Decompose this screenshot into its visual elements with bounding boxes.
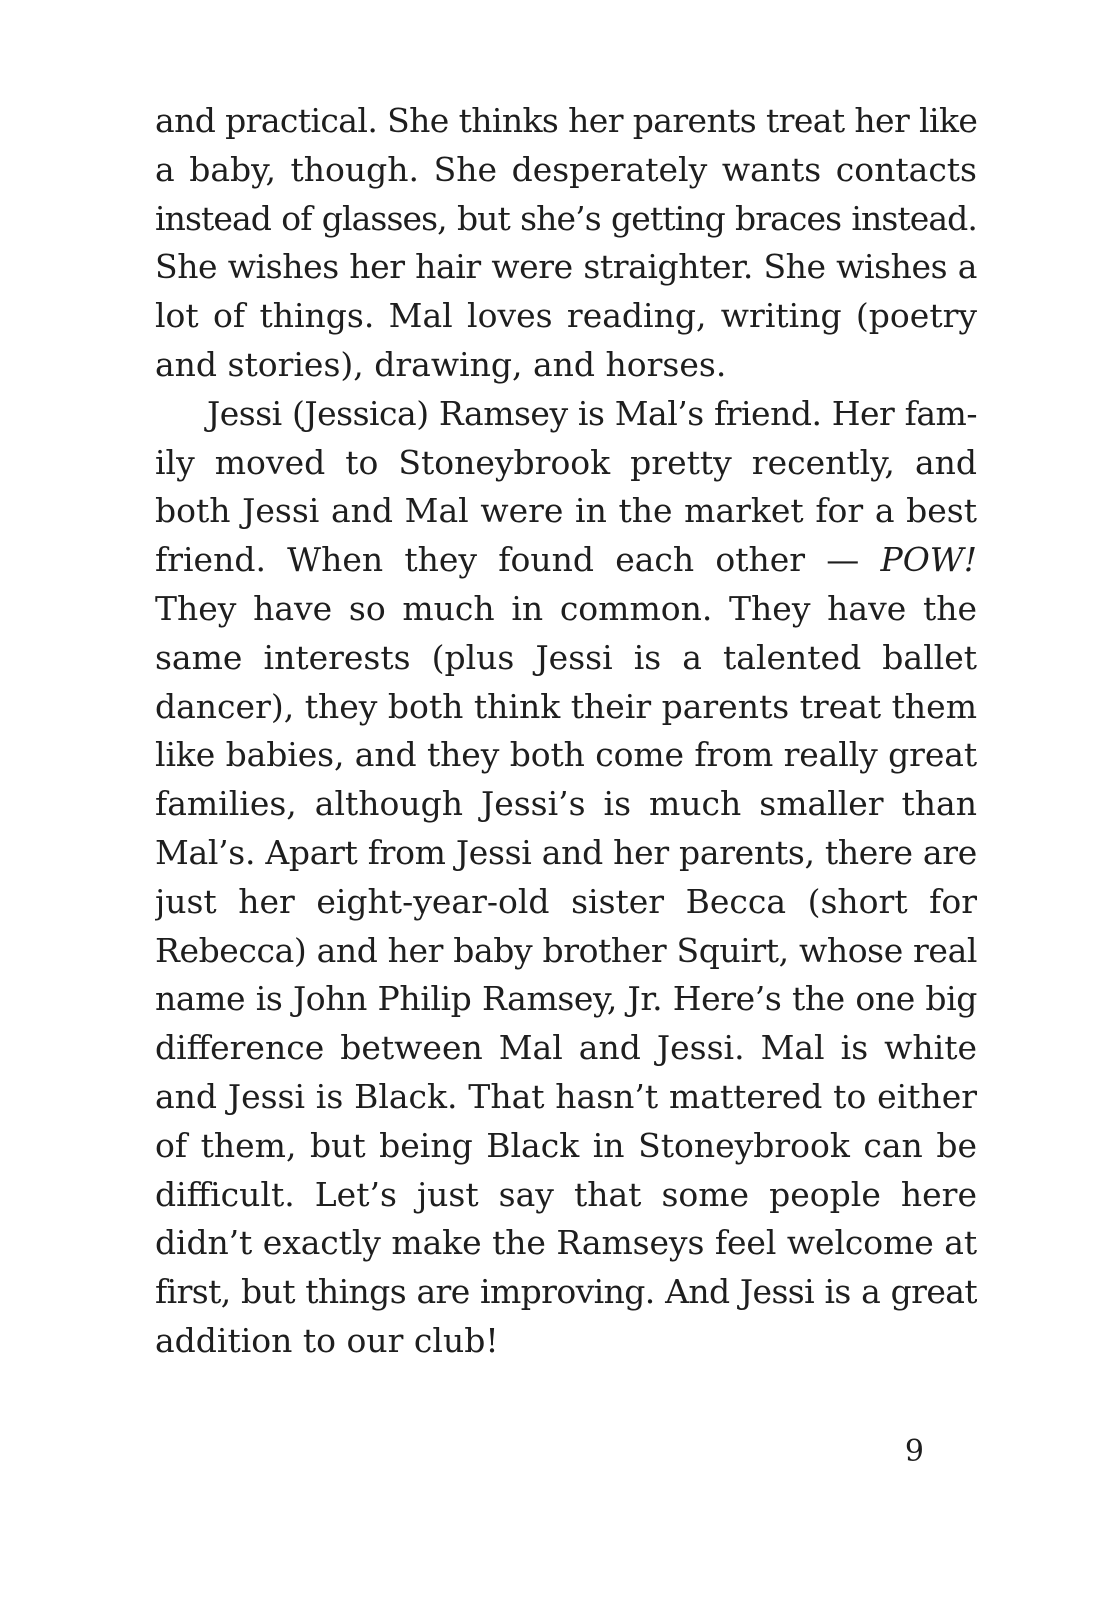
text-line: both Jessi and Mal were in the market for a best: [155, 491, 977, 531]
text-line: instead of glasses, but she’s getting braces instead.: [155, 198, 977, 238]
text-line: of them, but being Black in Stoneybrook can be: [155, 1125, 977, 1165]
text-line: and practical. She thinks her parents treat her like: [155, 101, 977, 140]
text-line: ily moved to Stoneybrook pretty recently, and: [155, 442, 977, 482]
text-line: first, but things are improving. And Jessi is a great: [155, 1272, 977, 1312]
text-line: just her eight-year-old sister Becca (short for: [155, 881, 977, 921]
body-text: [155, 97, 977, 1366]
text-line: Mal’s. Apart from Jessi and her parents, there are: [155, 832, 977, 872]
text-line: Rebecca) and her baby brother Squirt, whose real: [155, 930, 977, 970]
text-line: like babies, and they both come from really great: [155, 735, 977, 775]
text-segment: friend. When they found each other —: [155, 540, 881, 580]
text-line: difference between Mal and Jessi. Mal is white: [155, 1028, 977, 1068]
text-line: families, although Jessi’s is much smaller than: [155, 784, 977, 824]
text-line: name is John Philip Ramsey, Jr. Here’s the one big: [155, 979, 977, 1019]
page-number: 9: [904, 1434, 924, 1469]
text-line: didn’t exactly make the Ramseys feel welcome at: [155, 1223, 977, 1263]
text-line: and Jessi is Black. That hasn’t mattered to either: [155, 1076, 977, 1116]
emphasized-word: POW!: [880, 540, 977, 580]
text-line: and stories), drawing, and horses.: [155, 344, 727, 384]
text-line: same interests (plus Jessi is a talented ballet: [155, 637, 977, 677]
text-line: dancer), they both think their parents treat them: [155, 686, 977, 726]
text-line: Jessi (Jessica) Ramsey is Mal’s friend. Her fam-: [207, 393, 977, 433]
paragraph-2: [155, 390, 977, 1366]
text-line: lot of things. Mal loves reading, writing (poetry: [155, 296, 977, 336]
text-line-with-emphasis: [155, 536, 977, 585]
text-line: difficult. Let’s just say that some people here: [155, 1174, 977, 1214]
text-line: addition to our club!: [155, 1320, 499, 1360]
text-line: a baby, though. She desperately wants contacts: [155, 149, 977, 189]
text-line: They have so much in common. They have the: [155, 588, 977, 628]
text-line: She wishes her hair were straighter. She wishes a: [155, 247, 977, 287]
paragraph-1: [155, 97, 977, 390]
